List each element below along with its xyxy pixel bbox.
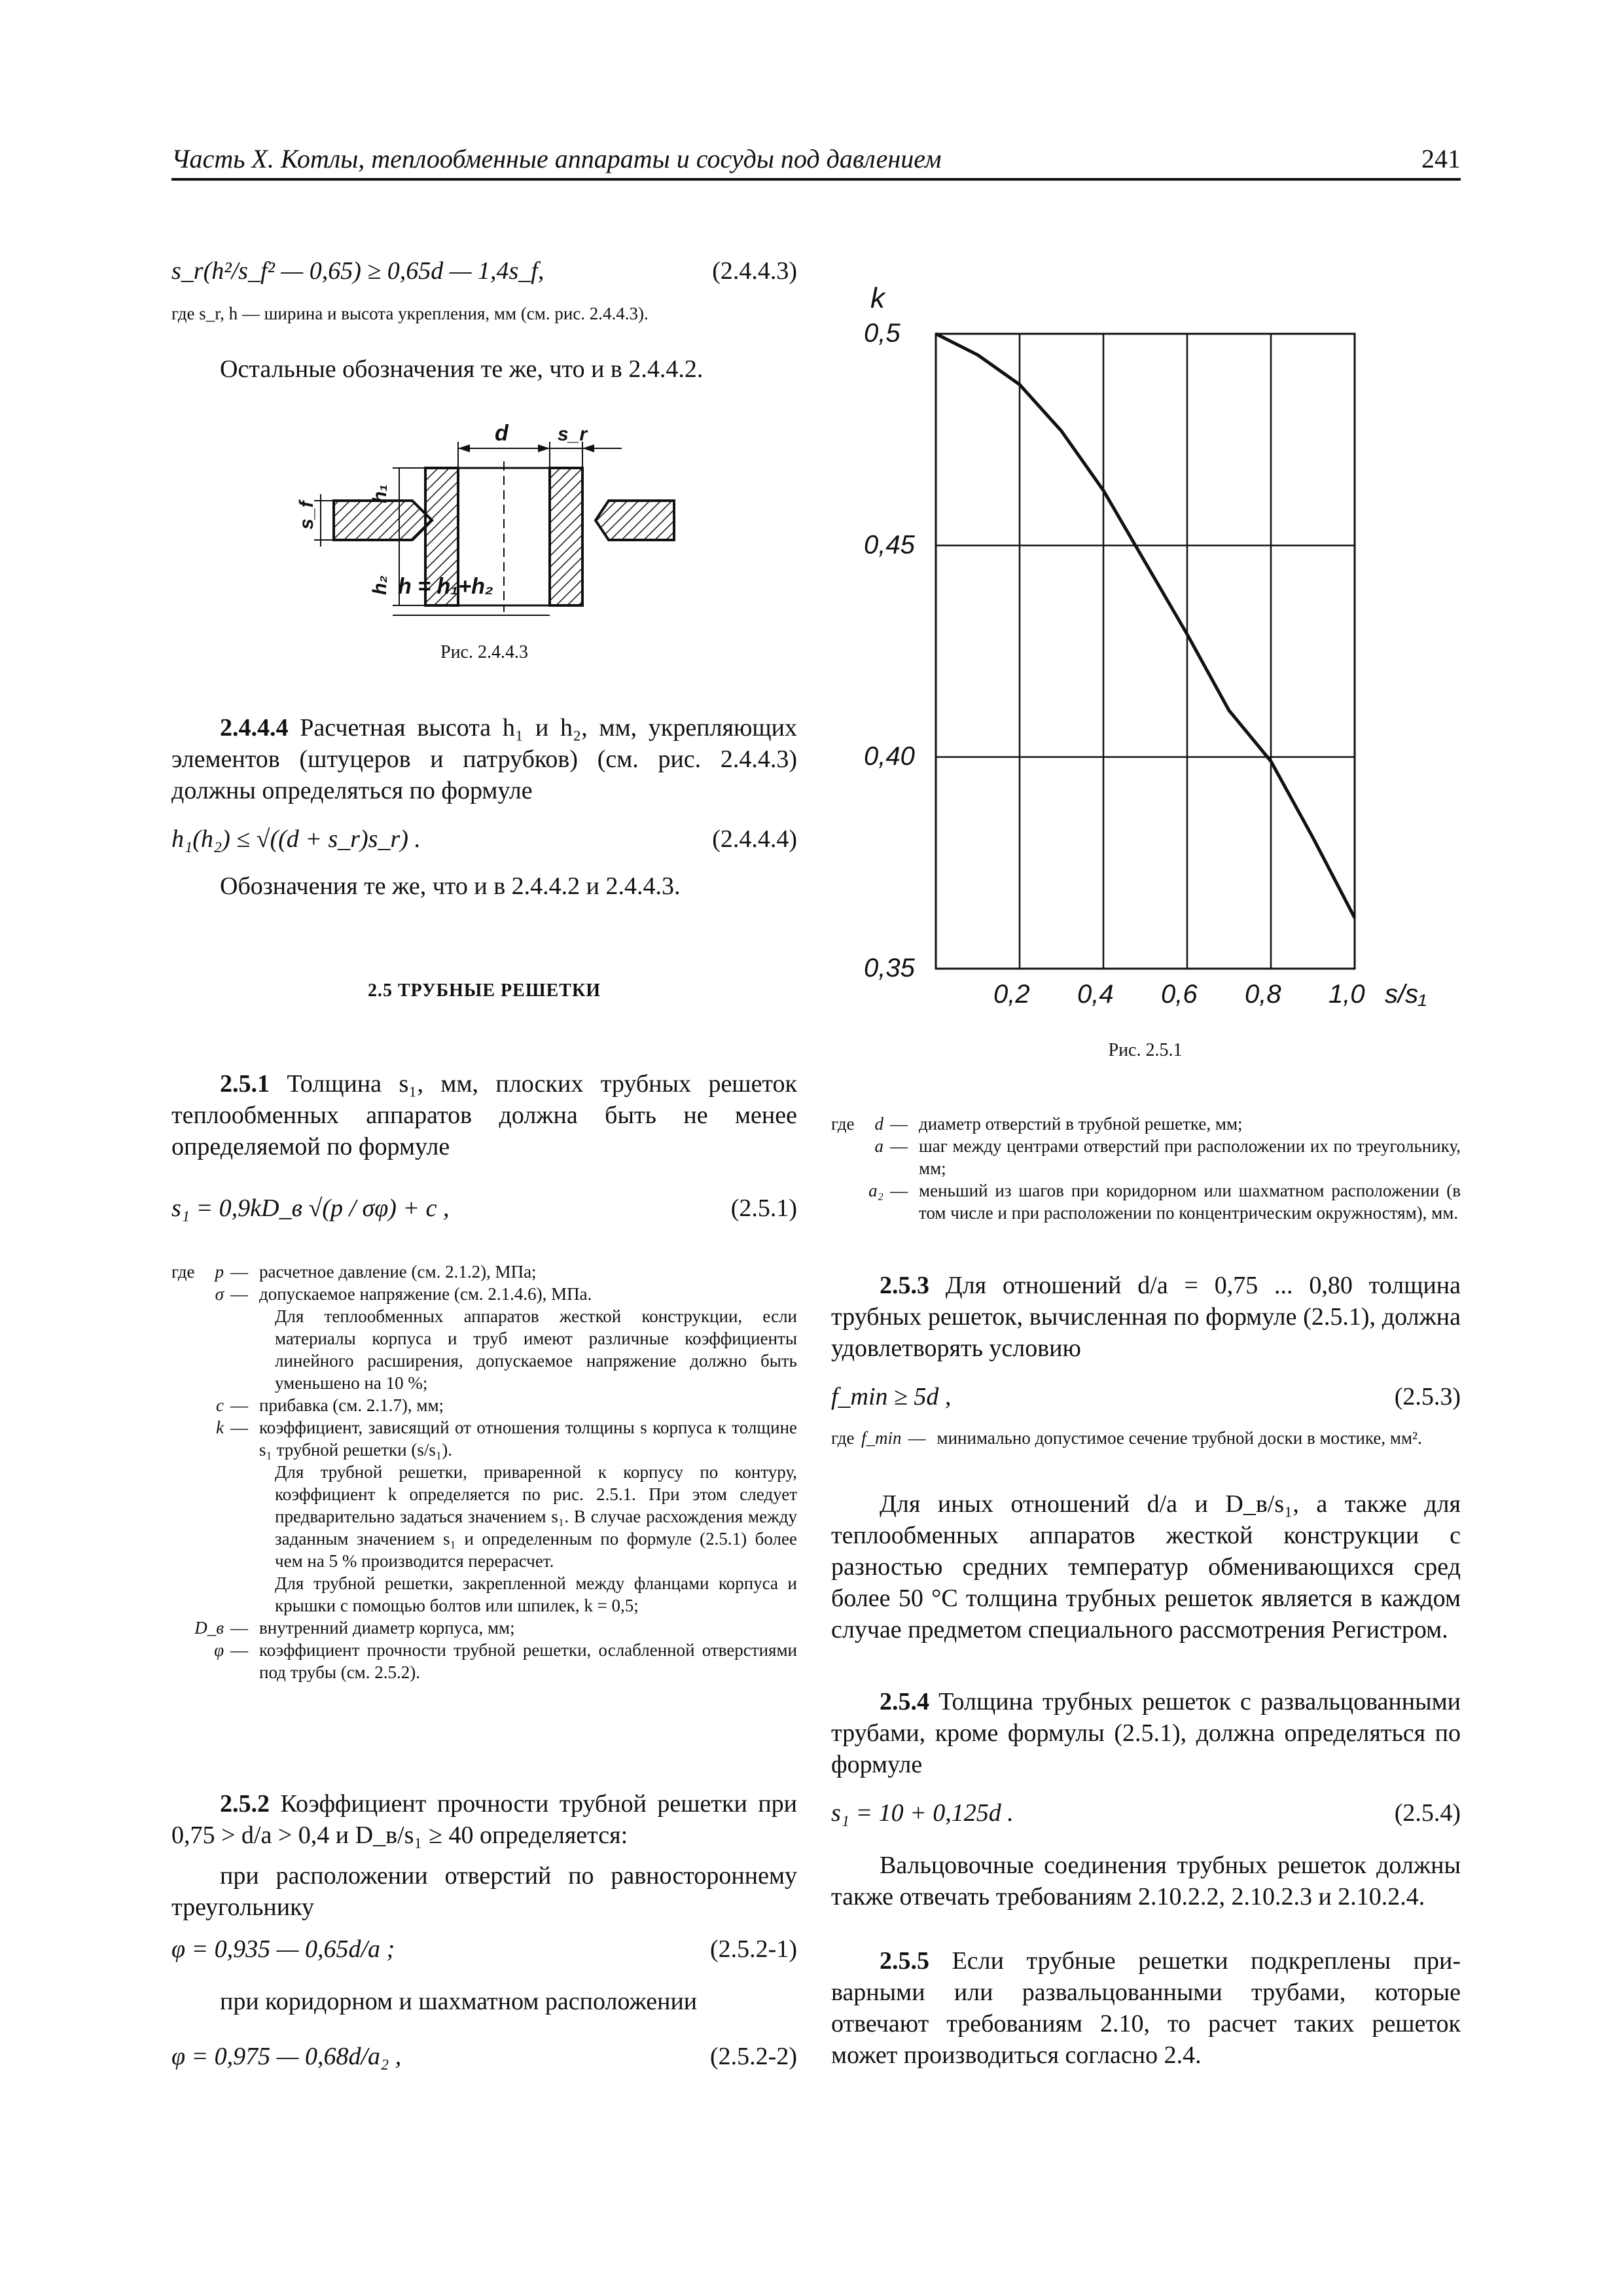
- figure-251: [831, 275, 1459, 1041]
- label-h-sum: h = h₁+h₂: [398, 574, 493, 599]
- equation-253-where: где f_min — минимально допустимое сечение трубной доски в мостике, мм².: [831, 1428, 1422, 1448]
- glossary-251: [171, 1261, 797, 1683]
- equation-251-number: (2.5.1): [730, 1194, 797, 1222]
- paragraph-251-number: 2.5.1: [220, 1070, 270, 1098]
- paragraph-251-text: Толщина s₁, мм, плоских трубных решеток теплообменных аппаратов должна быть не менее определяемой по формуле: [171, 1070, 797, 1160]
- x-tick-label: 0,6: [1161, 980, 1198, 1009]
- paragraph-2444-text: Расчетная высота h₁ и h₂, мм, укрепляющих элементов (штуцеров и патрубков) (см. рис. 2.4.4.3) должны определяться по формуле: [171, 714, 797, 804]
- x-tick-label: 1,0: [1329, 980, 1365, 1009]
- glossary-item: a — шаг между центрами отверстий при расположении их по треугольнику, мм;: [874, 1136, 1461, 1178]
- y-tick-label: 0,5: [864, 319, 901, 348]
- equation-2521: φ = 0,935 — 0,65d/a ;: [171, 1935, 395, 1963]
- equation-2443: s_r(h²/s_f² — 0,65) ≥ 0,65d — 1,4s_f,: [171, 257, 544, 285]
- glossary-253: [831, 1113, 1461, 1224]
- paragraph-rolling: Вальцовочные соединения трубных решеток должны также отвечать требованиям 2.10.2.2, 2.10.2.3 и 2.10.2.4.: [831, 1852, 1461, 1910]
- paragraph-254-number: 2.5.4: [880, 1688, 929, 1715]
- equation-2444-number: (2.4.4.4): [712, 825, 797, 853]
- paragraph-other-ratios: Для иных отношений d/a и D_в/s₁, а также для теплообменных аппаратов жесткой конструкции с разностью средних температур обменивающихся сред более 50 °C толщина трубных решеток является в каждом случае предметом специального рассмотрения Регистром.: [831, 1490, 1461, 1643]
- label-sr: s_r: [558, 423, 588, 445]
- label-sf: s_f: [296, 501, 317, 529]
- equation-2522-number: (2.5.2-2): [710, 2043, 797, 2070]
- figure-251-caption: Рис. 2.5.1: [1108, 1040, 1183, 1060]
- y-axis-label: k: [870, 282, 885, 314]
- paragraph-252: [171, 1788, 797, 1851]
- paragraph-255: [831, 1945, 1461, 2071]
- paragraph-2444-number: 2.4.4.4: [220, 714, 289, 742]
- glossary-note: Для трубной решетки, приваренной к корпусу по контуру, коэффициент k определяется по рис. 2.5.1. При этом следует предварительно задаться значением s₁. В случае расхождения между заданным значением s₁ и определенным по формуле (2.5.1) более чем на 5 % производится перерасчет.: [275, 1462, 797, 1571]
- x-axis-label: s/s₁: [1385, 980, 1427, 1009]
- paragraph-2444: [171, 712, 797, 806]
- paragraph-254: [831, 1686, 1461, 1780]
- section-title: 2.5 ТРУБНЫЕ РЕШЕТКИ: [367, 980, 601, 1001]
- figure-2443: [294, 422, 700, 625]
- equation-2522: φ = 0,975 — 0,68d/a₂ ,: [171, 2043, 402, 2070]
- glossary-where: где: [831, 1114, 855, 1134]
- paragraph-251: [171, 1068, 797, 1162]
- label-h1: h₁: [369, 484, 391, 503]
- paragraph-252-text: Коэффициент прочности трубной решетки при 0,75 > d/a > 0,4 и D_в/s₁ ≥ 40 определяется:: [171, 1790, 797, 1849]
- x-tick-label: 0,2: [993, 980, 1030, 1009]
- paragraph-253: [831, 1270, 1461, 1364]
- equation-254: s₁ = 10 + 0,125d .: [831, 1799, 1014, 1827]
- reinforcement-diagram: [294, 422, 700, 625]
- equation-254-number: (2.5.4): [1394, 1799, 1461, 1827]
- glossary-item: c — прибавка (см. 2.1.7), мм;: [216, 1395, 444, 1415]
- label-d: d: [495, 422, 508, 446]
- paragraph-254-text: Толщина трубных решеток с развальцованными трубами, кроме формулы (2.5.1), должна определяться по формуле: [831, 1688, 1461, 1778]
- glossary-item: φ — коэффициент прочности трубной решетки, ослабленной отверстиями под трубы (см. 2.5.2).: [214, 1640, 797, 1682]
- glossary-item: D_в — внутренний диаметр корпуса, мм;: [194, 1618, 515, 1638]
- glossary-where: где: [171, 1262, 195, 1282]
- glossary-item: k — коэффициент, зависящий от отношения толщины s корпуса к толщине s₁ трубной решетки (s/s₁).: [216, 1418, 797, 1460]
- equation-2443-number: (2.4.4.3): [712, 257, 797, 285]
- x-tick-label: 0,8: [1245, 980, 1281, 1009]
- k-coefficient-chart: [831, 275, 1459, 1041]
- header-rule: [171, 178, 1461, 181]
- glossary-item: d — диаметр отверстий в трубной решетке, мм;: [874, 1114, 1243, 1134]
- glossary-item: a₂ — меньший из шагов при коридорном или шахматном расположении (в том числе и при расположении по концентрическим окружностям), мм.: [868, 1181, 1461, 1223]
- paragraph-255-text: Если трубные решетки подкреплены приварными или развальцованными трубами, которые отвечают требованиям 2.10, то расчет таких решеток может производиться согласно 2.4.: [831, 1947, 1461, 2069]
- glossary-item: σ — допускаемое напряжение (см. 2.1.4.6), МПа.: [215, 1284, 592, 1304]
- equation-251: s₁ = 0,9kD_в √(p / σφ) + c ,: [171, 1194, 450, 1222]
- notation-2444: Обозначения те же, что и в 2.4.4.2 и 2.4.4.3.: [220, 872, 681, 900]
- glossary-note: Для трубной решетки, закрепленной между фланцами корпуса и крышки с помощью болтов или шпилек, k = 0,5;: [275, 1573, 797, 1615]
- y-tick-label: 0,45: [864, 530, 915, 560]
- equation-2521-number: (2.5.2-1): [710, 1935, 797, 1963]
- rest-notation: Остальные обозначения те же, что и в 2.4.4.2.: [220, 355, 704, 383]
- paragraph-253-number: 2.5.3: [880, 1272, 929, 1299]
- equation-2444: h₁(h₂) ≤ √((d + s_r)s_r) .: [171, 825, 421, 853]
- y-tick-label: 0,35: [864, 954, 915, 982]
- page-number: 241: [1421, 144, 1461, 173]
- running-header: Часть X. Котлы, теплообменные аппараты и сосуды под давлением: [171, 144, 942, 173]
- glossary-note: Для теплообменных аппаратов жесткой конструкции, если материалы корпуса и труб имеют различные коэффициенты линейного расширения, допускаемое напряжение должно быть уменьшено на 10 %;: [275, 1306, 797, 1393]
- y-tick-label: 0,40: [864, 742, 915, 771]
- equation-2443-where: где s_r, h — ширина и высота укрепления, мм (см. рис. 2.4.4.3).: [171, 304, 649, 323]
- label-h2: h₂: [369, 575, 391, 595]
- paragraph-255-number: 2.5.5: [880, 1947, 929, 1975]
- paragraph-252-corridor: при коридорном и шахматном расположении: [220, 1988, 698, 2015]
- equation-253: f_min ≥ 5d ,: [831, 1383, 952, 1410]
- chart-frame: [936, 334, 1355, 969]
- equation-253-number: (2.5.3): [1394, 1383, 1461, 1410]
- data-series-line: [936, 334, 1355, 918]
- paragraph-252-number: 2.5.2: [220, 1790, 270, 1818]
- x-tick-label: 0,4: [1077, 980, 1114, 1009]
- figure-2443-caption: Рис. 2.4.4.3: [440, 642, 528, 662]
- glossary-item: p — расчетное давление (см. 2.1.2), МПа;: [215, 1262, 537, 1282]
- paragraph-253-text: Для отношений d/a = 0,75 ... 0,80 толщина трубных решеток, вычисленная по формуле (2.5.1), должна удовлетворять условию: [831, 1272, 1461, 1362]
- paragraph-252-triangle: при расположении отверстий по равностороннему треугольнику: [171, 1862, 797, 1921]
